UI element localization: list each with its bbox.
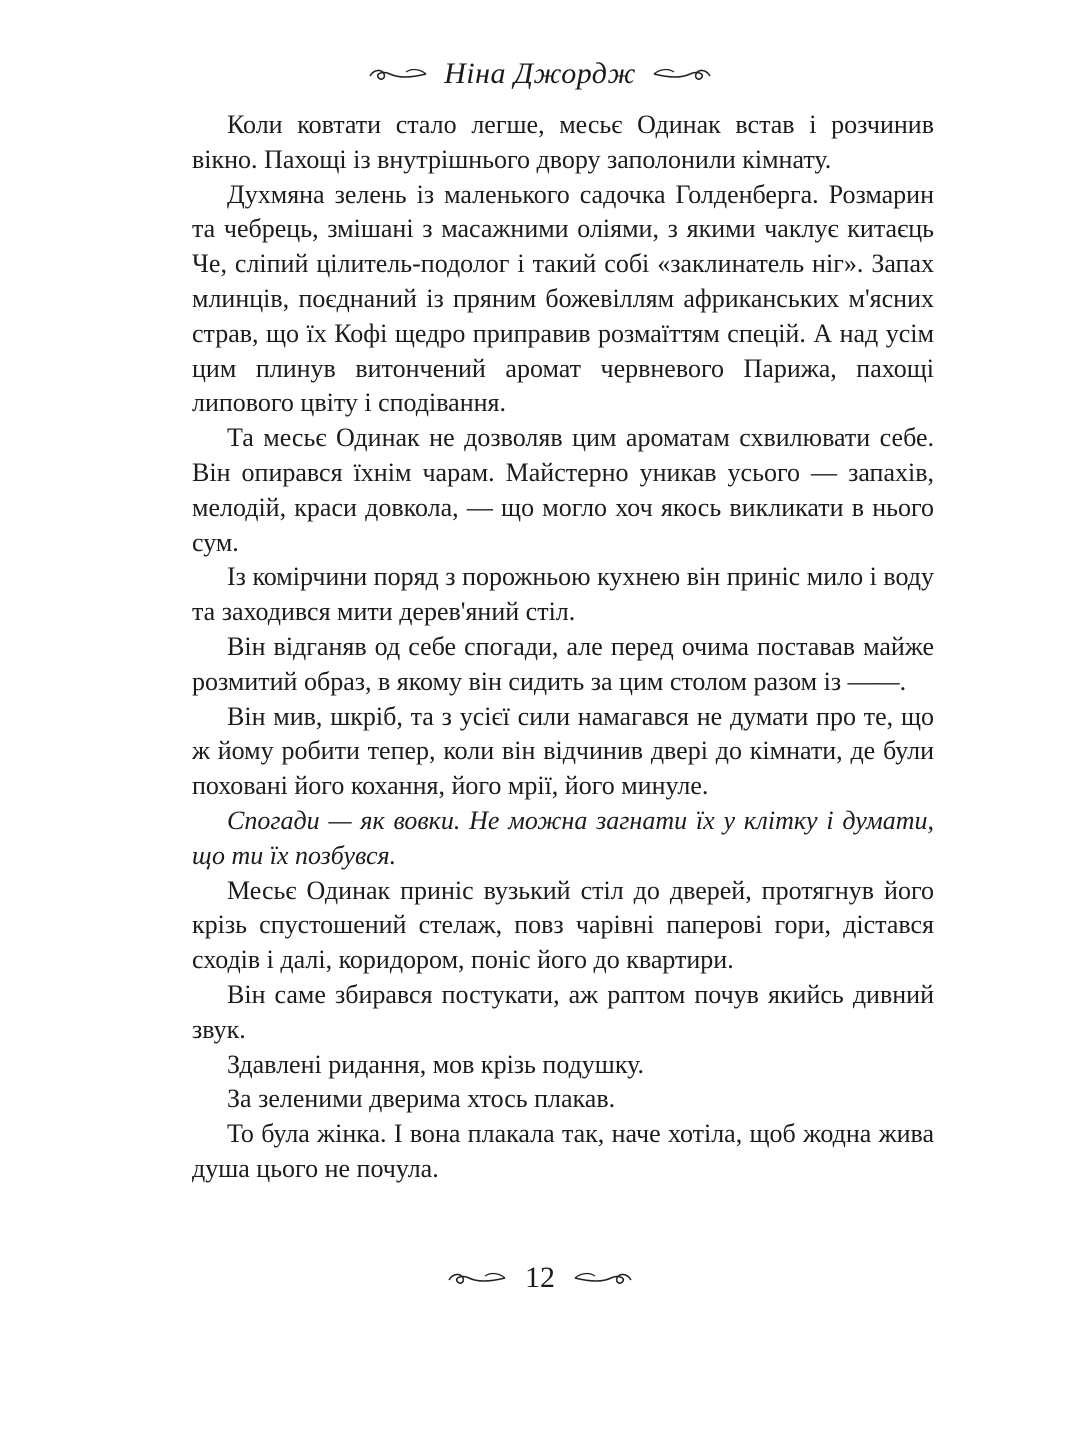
paragraph: Духмяна зелень із маленького садочка Голденберга. Розмарин та чебрець, змішані з масажними оліями, з якими чаклує китаєць Че, сліпий цілитель-подолог і такий собі «заклинатель ніг». Запах млинців, поєднаний із пряним божевіллям африканських м'ясних страв, що їх Кофі щедро приправив розмаїттям спецій. А над усім цим плинув витончений аромат червневого Парижа, пахощі липового цвіту і сподівання. [192,179,934,418]
paragraph: Із комірчини поряд з порожньою кухнею він приніс мило і воду та заходився мити дерев'яний стіл. [192,562,934,627]
paragraph: Коли ковтати стало легше, месьє Одинак встав і розчинив вікно. Пахощі із внутрішнього двору заполонили кімнату. [192,110,934,174]
body-text [192,108,934,1187]
paragraph: Він мив, шкріб, та з усієї сили намагався не думати про те, що ж йому робити тепер, коли він відчинив двері до кімнати, де були поховані його кохання, його мрії, його минуле. [192,701,934,801]
paragraph: Він саме збирався постукати, аж раптом почув якийсь дивний звук. [192,979,934,1044]
paragraph: Він відганяв од себе спогади, але перед очима поставав майже розмитий образ, в якому він сидить за цим столом разом із ——. [192,631,934,696]
paragraph: Та месьє Одинак не дозволяв цим ароматам схвилювати себе. Він опирався їхнім чарам. Майстерно уникав усього — запахів, мелодій, краси довкола, — що могло хоч якось викликати в нього сум. [192,423,934,557]
paragraph: Месьє Одинак приніс вузький стіл до дверей, протягнув його крізь спустошений стелаж, повз чарівні паперові гори, дістався сходів і далі, коридором, поніс його до квартири. [192,875,934,975]
page-number: 12 [525,1261,555,1294]
page-footer [0,1256,1080,1300]
italic-paragraph: Спогади — як вовки. Не можна загнати їх у клітку і думати, що ти їх позбувся. [192,805,934,870]
paragraph: То була жінка. І вона плакала так, наче хотіла, щоб жодна жива душа цього не почула. [192,1119,934,1183]
right-swirl-ornament-icon [571,1267,635,1289]
running-header [0,48,1080,100]
paragraph: За зеленими дверима хтось плакав. [227,1084,616,1114]
book-author-title: Ніна Джордж [444,57,636,90]
left-swirl-ornament-icon [366,63,430,85]
left-swirl-ornament-icon [445,1267,509,1289]
right-swirl-ornament-icon [650,63,714,85]
paragraph: Здавлені ридання, мов крізь подушку. [227,1049,644,1079]
